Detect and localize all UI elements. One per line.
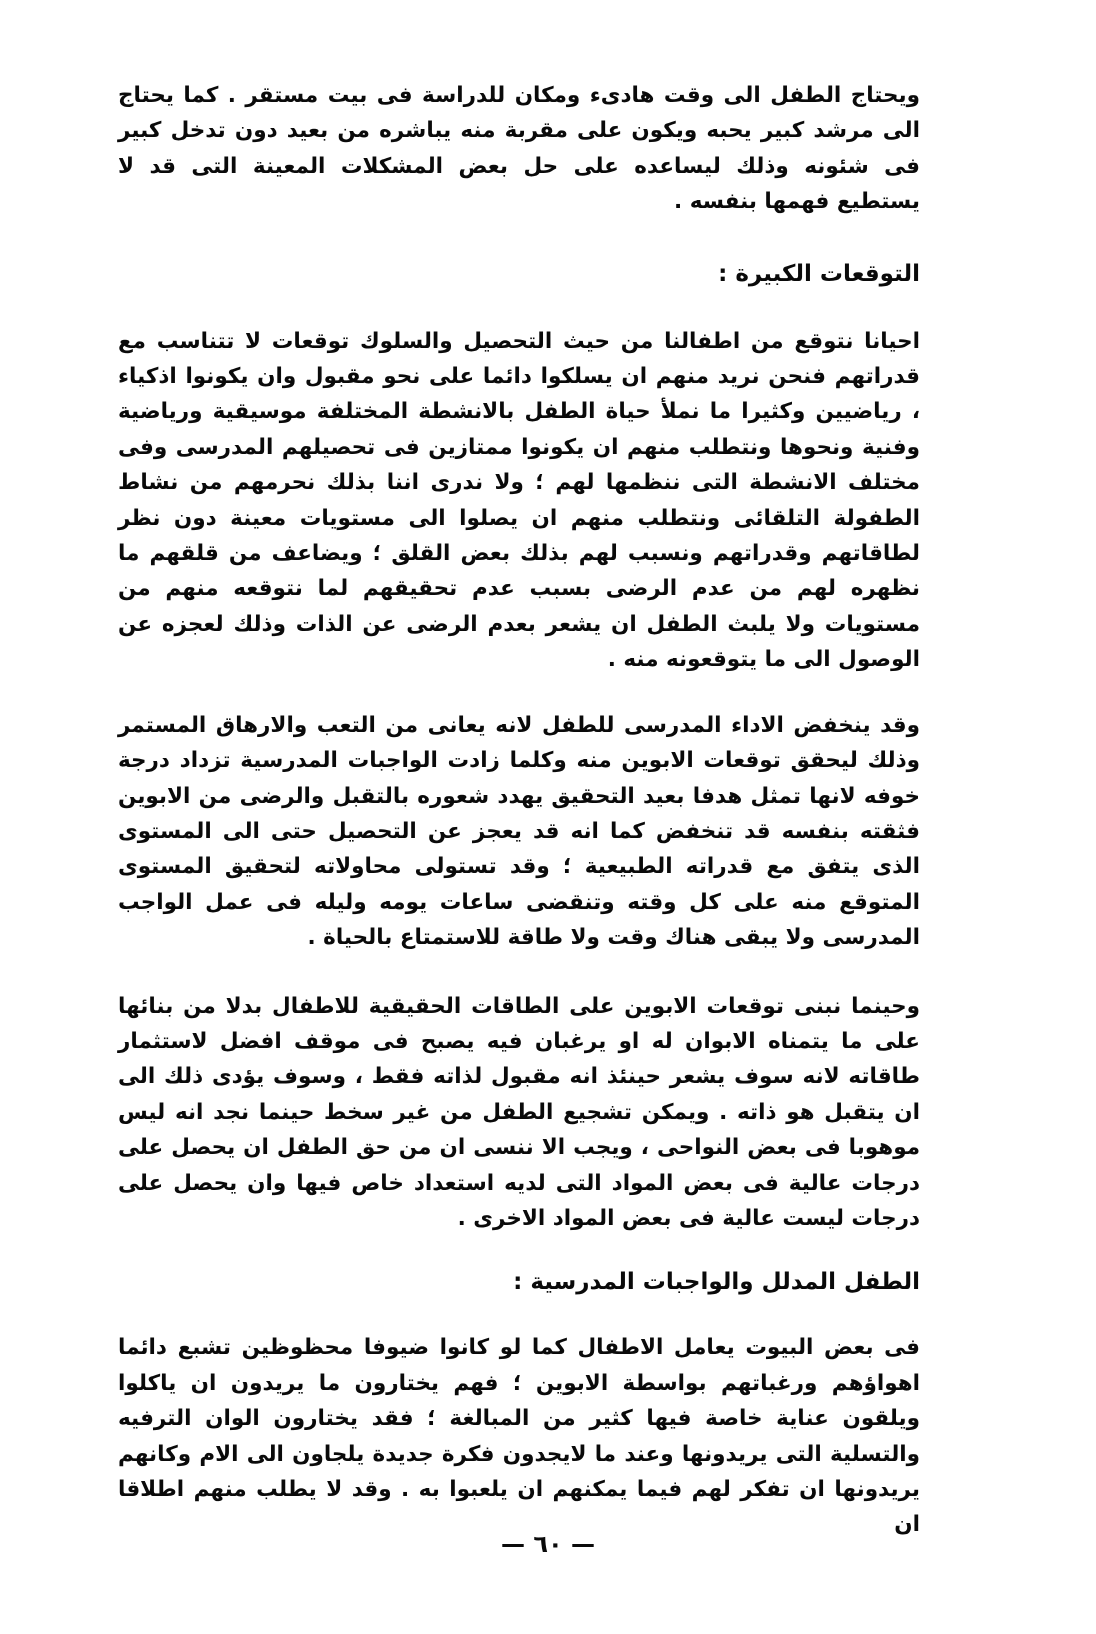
section-heading-spoiled-child: الطفل المدلل والواجبات المدرسية : <box>513 1269 920 1296</box>
paragraph-3: وقد ينخفض الاداء المدرسى للطفل لانه يعانى من التعب والارهاق المستمر وذلك ليحقق توقعات الابوين منه وكلما زادت الواجبات المدرسية تزداد درجة خوفه لانها تمثل هدفا بعيد التحقيق يهدد شعوره بالتقبل والرضى من الابوين فثقته بنفسه قد تنخفض كما انه قد يعجز عن التحصيل حتى الى المستوى الذى يتفق مع قدراته الطبيعية ؛ وقد تستولى محاولاته لتحقيق المستوى المتوقع منه على كل وقته وتنقضى ساعات يومه وليله فى عمل الواجب المدرسى ولا يبقى هناك وقت ولا طاقة للاستمتاع بالحياة . <box>118 712 920 951</box>
document-page <box>118 78 920 1543</box>
section-heading-high-expectations: التوقعات الكبيرة : <box>718 260 920 287</box>
paragraph-1: ويحتاج الطفل الى وقت هادىء ومكان للدراسة فى بيت مستقر . كما يحتاج الى مرشد كبير يحبه ويكون على مقربة منه يباشره من بعيد دون تدخل كبير فى شئونه وذلك ليساعده على حل بعض المشكلات المعينة التى قد لا يستطيع فهمها بنفسه . <box>118 83 920 215</box>
paragraph-5: فى بعض البيوت يعامل الاطفال كما لو كانوا ضيوفا محظوظين تشبع دائما اهواؤهم ورغباتهم بواسطة الابوين ؛ فهم يختارون ما يريدون ان ياكلوا ويلقون عناية خاصة فيها كثير من المبالغة ؛ فقد يختارون الوان الترفيه والتسلية التى يريدونها وعند ما لايجدون فكرة جديدة يلجاون الى الام وكانهم يريدونها ان تفكر لهم فيما يمكنهم ان يلعبوا به . وقد لا يطلب منهم اطلاقا ان <box>118 1335 920 1538</box>
paragraph-2: احيانا نتوقع من اطفالنا من حيث التحصيل والسلوك توقعات لا تتناسب مع قدراتهم فنحن نريد منهم ان يسلكوا دائما على نحو مقبول وان يكونوا اذكياء ، رياضيين وكثيرا ما نملأ حياة الطفل بالانشطة المختلفة موسيقية ورياضية وفنية ونحوها ونتطلب منهم ان يكونوا ممتازين فى تحصيلهم المدرسى وفى مختلف الانشطة التى ننظمها لهم ؛ ولا ندرى اننا بذلك نحرمهم من نشاط الطفولة التلقائى ونتطلب منهم ان يصلوا الى مستويات معينة دون نظر لطاقاتهم وقدراتهم ونسبب لهم بذلك بعض القلق ؛ ويضاعف من قلقهم ما نظهره لهم من عدم الرضى بسبب عدم تحقيقهم لما نتوقعه منهم من مستويات ولا يلبث الطفل ان يشعر بعدم الرضى عن الذات وذلك لعجزه عن الوصول الى ما يتوقعونه منه . <box>118 328 920 673</box>
page-number: — ٦٠ — <box>500 1530 595 1558</box>
paragraph-4: وحينما نبنى توقعات الابوين على الطاقات الحقيقية للاطفال بدلا من بنائها على ما يتمناه الابوان له او يرغبان فيه يصبح فى موقف افضل لاستثمار طاقاته لانه سوف يشعر حينئذ انه مقبول لذاته فقط ، وسوف يؤدى ذلك الى ان يتقبل هو ذاته . ويمكن تشجيع الطفل من غير سخط حينما نجد انه ليس موهوبا فى بعض النواحى ، ويجب الا ننسى ان من حق الطفل ان يحصل على درجات عالية فى بعض المواد التى لديه استعداد خاص فيها وان يحصل على درجات ليست عالية فى بعض المواد الاخرى . <box>118 993 920 1231</box>
